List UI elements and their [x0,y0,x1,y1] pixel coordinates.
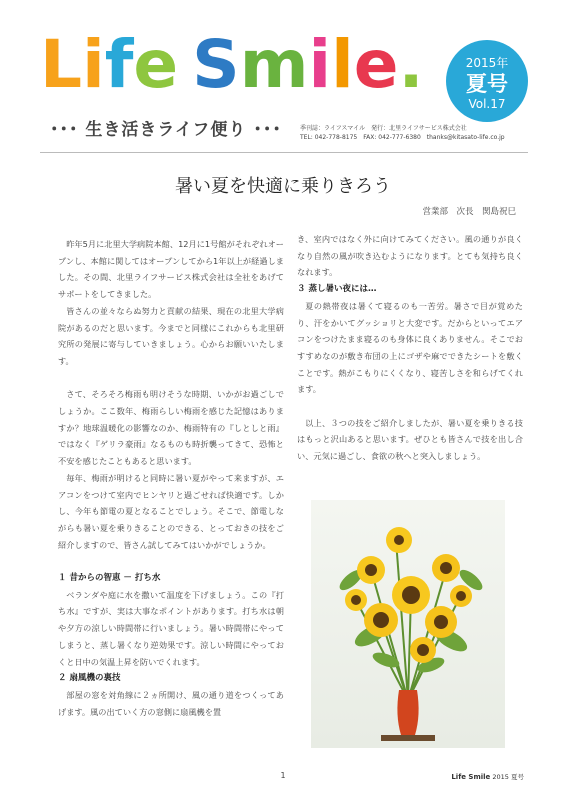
logo-letter: l [331,26,354,103]
section-heading: １ 昔からの智恵 － 打ち水 [58,573,161,584]
footer-issue [451,772,524,781]
logo-letter: L [40,26,83,103]
section-heading: ２ 扇風機の裏技 [58,673,121,684]
section-heading: ３ 蒸し暑い夜には… [297,284,377,295]
footer-brand: Life Smile [451,773,491,781]
sunflower [410,637,436,663]
sunflower-photo [311,500,505,748]
paragraph: 昨年5月に北里大学病院本館、12月に1号館がそれぞれオープンし、本館に関してはオープンしてから1年以上が経過しました。その間、北里ライフサービス株式会社は全社をあげてサポートをしてきました。 [58,239,284,300]
logo-letter: S [192,26,240,103]
logo-letter: m [239,26,309,103]
paragraph: 以上、３つの技をご紹介しましたが、暑い夏を乗りきる技はもっと沢山あると思います。ぜひとも皆さんで技を出し合い、元気に過ごし、食欲の秋へと突入しましょう。 [297,417,523,462]
logo-letter: i [308,26,332,103]
paragraph: さて、そろそろ梅雨も明けそうな時期、いかがお過ごしでしょうか。ここ数年、梅雨らしい梅雨を感じた記憶はありますか？地球温暖化の影響なのか、梅雨特有の『しとしと雨』ではなく『ゲリラ豪雨』なるものも時折襲ってきて、恐怖と不安を感じたこともあると思います。 [58,389,284,467]
paragraph: ベランダや庭に水を撒いて温度を下げましょう。この『打ち水』ですが、実は大事なポイントがあります。打ち水は朝や夕方の涼しい時間帯に行いましょう。暑い時間帯にやってしまうと、蒸し暑くなり逆効果です。涼しい時間にやっておくと日中の気温上昇を防いでくれます。 [58,589,284,667]
issue-season: 夏号 [466,72,508,96]
spacer [58,553,284,570]
paragraph: 皆さんの並々ならぬ努力と貢献の結果、現在の北里大学病院があるのだと思います。今までと同様にこれからも北里研究所の発展に寄与していきましょう。心からお願いいたします。 [58,305,284,366]
sunflower [392,576,430,614]
sunflower [386,527,412,553]
header-divider [40,152,528,153]
article-column-left [58,236,284,720]
article-author: 営業部 次長 関島祝巳 [422,207,516,217]
logo-letter: e [133,26,179,103]
sunflower [364,603,398,637]
page-number: 1 [280,771,286,780]
paragraph: 部屋の窓を対角線に２ヵ所開け、風の通り道をつくってあげます。風の出ていく方の窓側に扇風機を置 [58,689,284,717]
logo [40,26,424,103]
issue-badge [446,40,528,122]
issue-year: 2015年 [465,56,509,70]
spacer [297,398,523,415]
publisher-info [300,124,505,142]
sunflower [432,554,460,582]
issue-volume: Vol.17 [468,97,506,111]
article-title: 暑い夏を快適に乗りきろう [175,176,391,197]
logo-letter: f [104,26,134,103]
vase-base [381,735,435,741]
logo-letter: i [82,26,105,103]
sunflower-illustration [311,500,505,748]
publisher-line: 季刊誌：ライフスマイル 発行：北里ライフサービス株式会社 [300,125,467,132]
sunflower [450,585,472,607]
paragraph: 夏の熱帯夜は暑くて寝るのも一苦労。暑さで目が覚めたり、汗をかいてグッショリと大変です。だからといってエアコンをつけたまま寝るのも身体に良くありません。そこでおすすめなのが敷き布団の上にゴザや麻でできたシートを敷くことです。熱がこもりにくくなり、寝苦しさを和らげてくれます。 [297,300,523,395]
sunflower [357,556,385,584]
paragraph: き、室内ではなく外に向けてみてください。風の通りが良くなり自然の風が吹き込むようになります。とても気持ち良くなれます。 [297,234,523,278]
tagline: ･･･ 生き活きライフ便り ･･･ [50,120,282,140]
footer-issue-label: 2015 夏号 [492,773,524,781]
logo-letter: e [353,26,399,103]
contact-line: TEL: 042-778-8175 FAX: 042-777-6380 thanks@kitasato-life.co.jp [300,134,505,141]
paragraph: 毎年、梅雨が明けると同時に暑い夏がやって来ますが、エアコンをつけて室内でヒンヤリと過ごせれば快適です。しかし、今年も節電の夏となることでしょう。そこで、節電しながらも暑い夏を乗りきることのできる、とっておきの技をご紹介しますので、皆さん試してみてはいかがでしょうか。 [58,472,284,550]
logo-letter: . [398,26,424,103]
sunflower [345,589,367,611]
sunflower [425,606,457,638]
spacer [58,370,284,387]
article-column-right [297,231,523,465]
vase [397,690,418,735]
